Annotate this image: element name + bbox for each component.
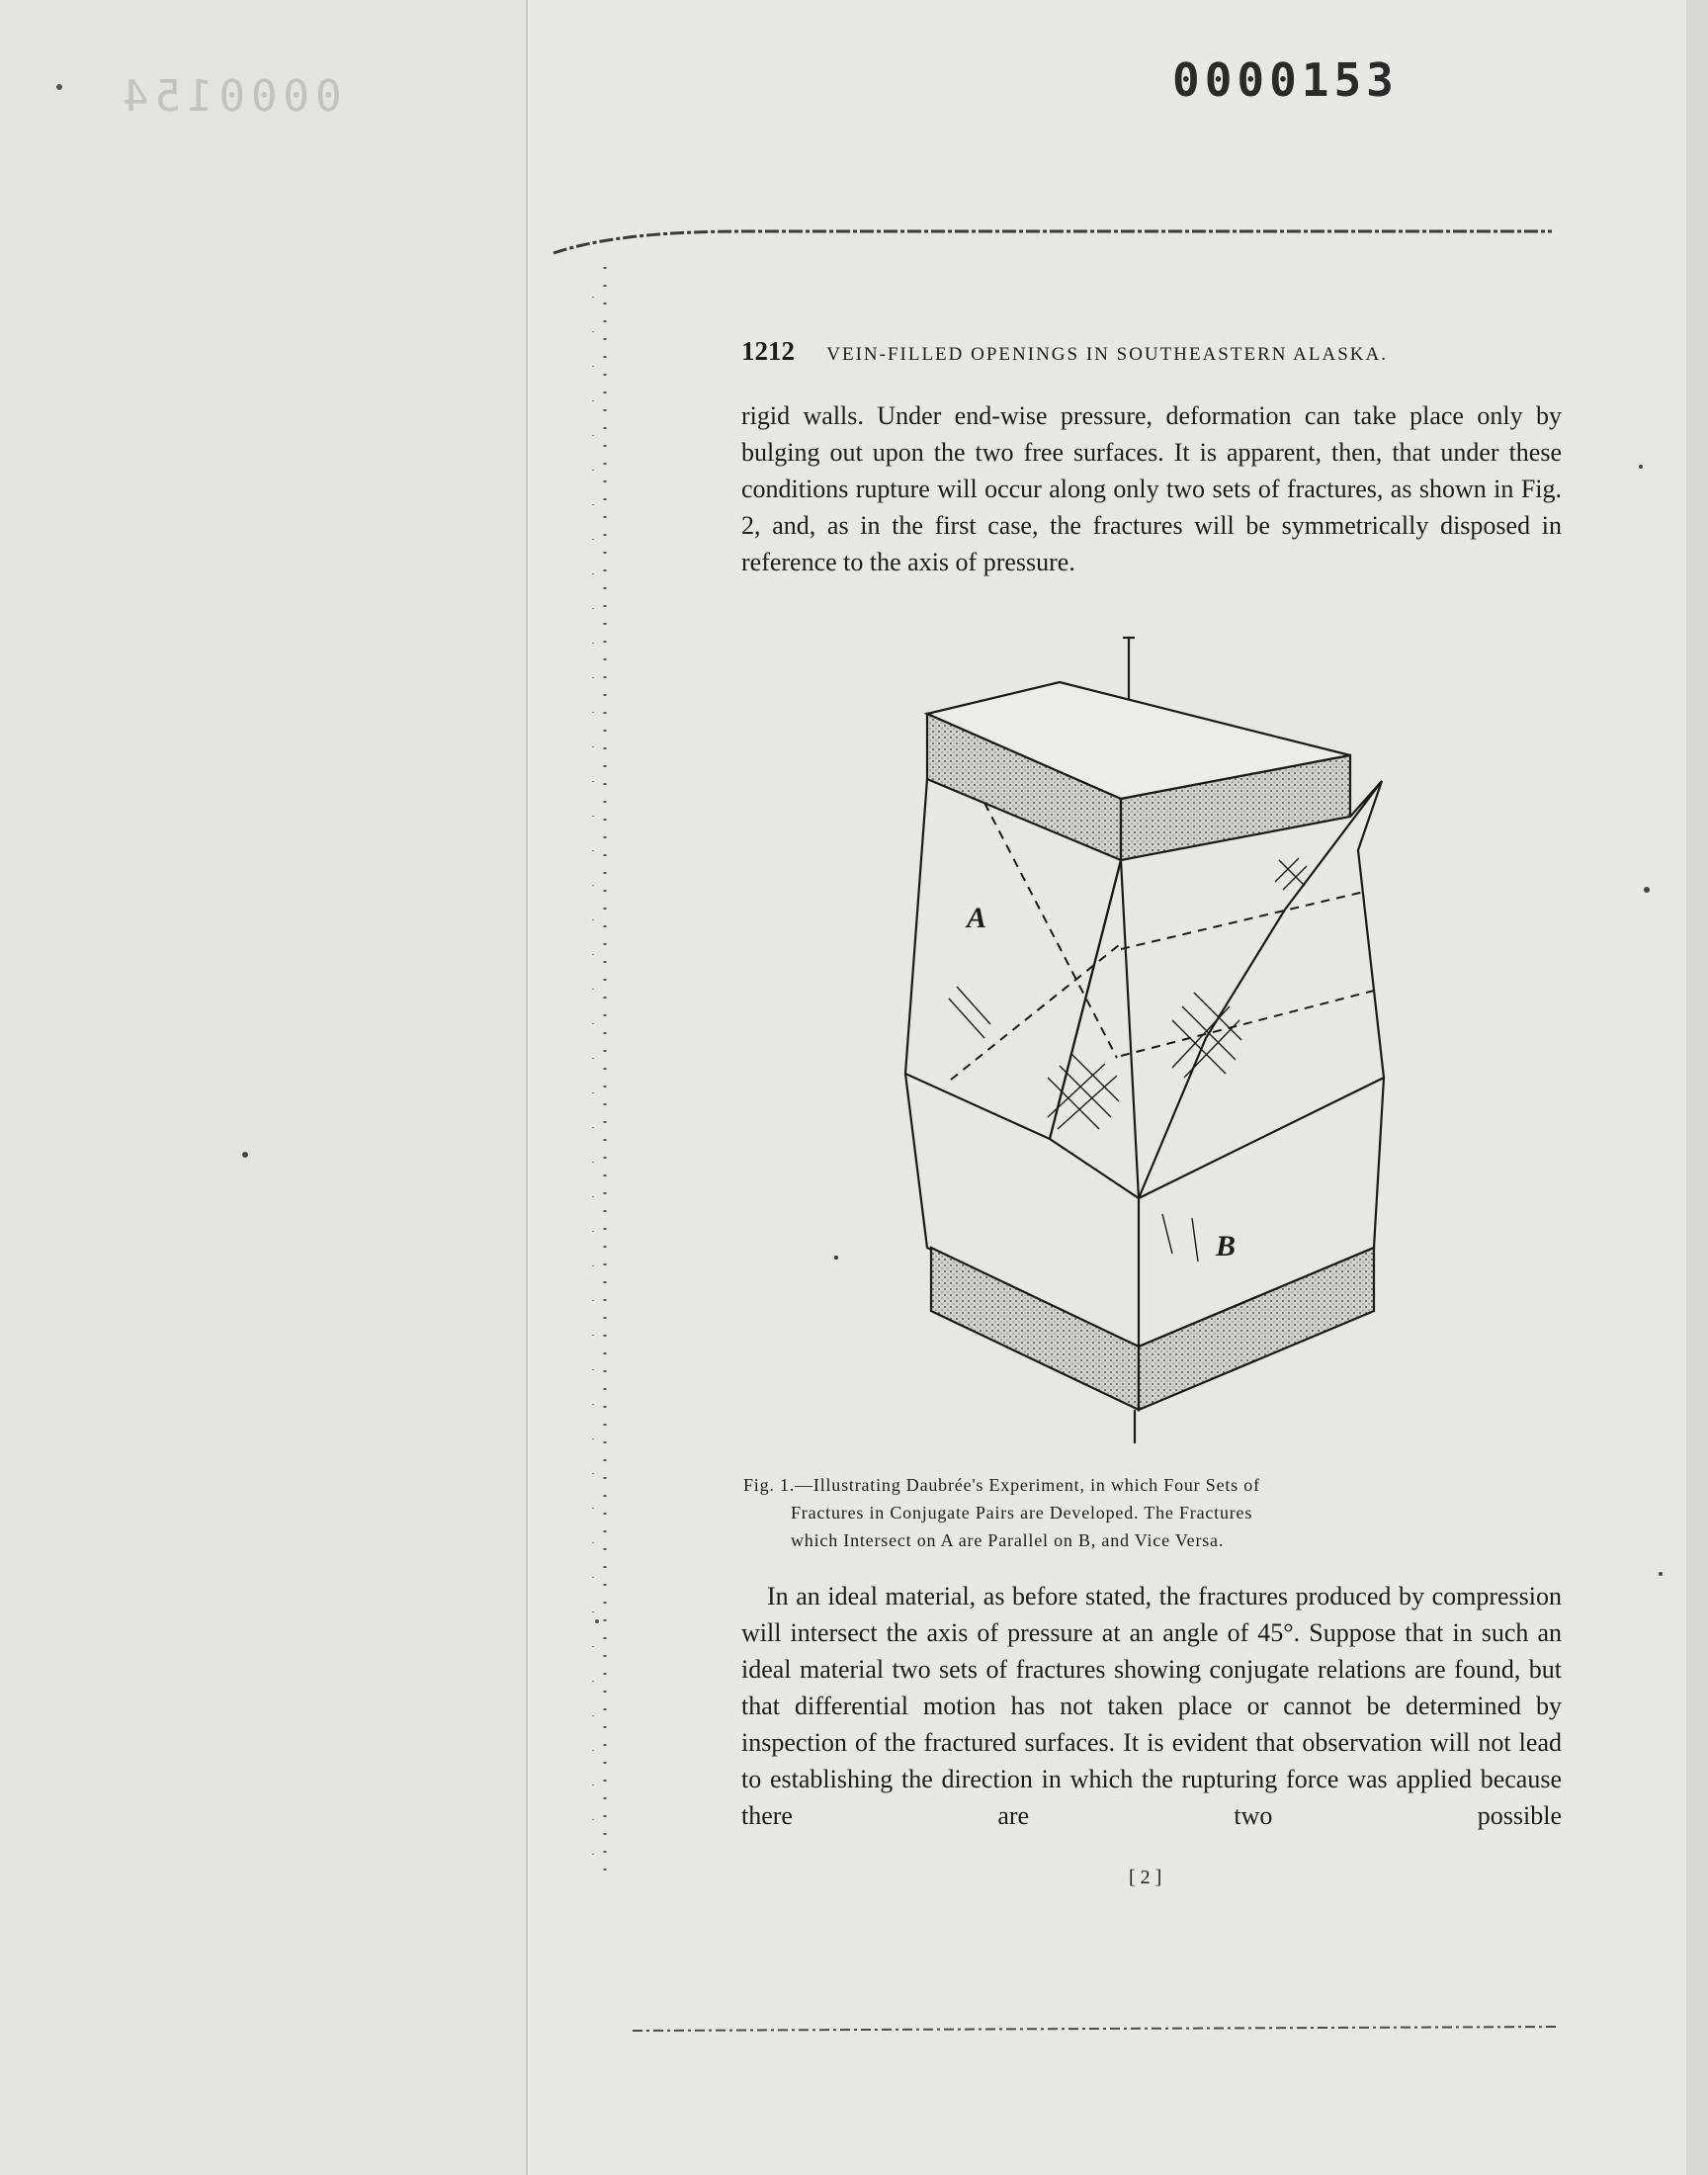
paragraph-bottom: In an ideal material, as before stated, the fractures produced by compression will intersect the axis of pressure at an angle of 45°. Suppose that in such an ideal material two sets of fractures showing conjugate relations are found, but that differential motion has not taken place or cannot be determined by inspection of the fractured surfaces. It is evident that observation will not lead to establishing the direction in which the rupturing force was applied because there are two possible — [741, 1582, 1562, 1830]
page-header — [741, 336, 1562, 376]
figure-label-b: B — [1216, 1230, 1237, 1262]
caption-line-1: Fig. 1.—Illustrating Daubrée's Experiment, in which Four Sets of — [743, 1475, 1260, 1495]
figure-caption — [743, 1471, 1564, 1554]
mirrored-ghost-number: 0000154 — [117, 71, 342, 122]
stamp-number: 0000153 — [1172, 53, 1399, 107]
figure-daubree-block — [890, 633, 1404, 1443]
running-head: VEIN-FILLED OPENINGS IN SOUTHEASTERN ALASKA. — [826, 344, 1388, 365]
figure-label-a: A — [967, 902, 987, 934]
caption-line-3: which Intersect on A are Parallel on B, and Vice Versa. — [791, 1530, 1225, 1550]
caption-line-2: Fractures in Conjugate Pairs are Developed. The Fractures — [791, 1503, 1253, 1522]
page-number: 1212 — [741, 336, 795, 366]
paragraph-top: rigid walls. Under end-wise pressure, deformation can take place only by bulging out upon the two free surfaces. It is apparent, then, that under these conditions rupture will occur along only two sets of fractures, as shown in Fig. 2, and, as in the first case, the fractures will be symmetrically disposed in reference to the axis of pressure. — [741, 401, 1562, 576]
folio: [ 2 ] — [1129, 1867, 1162, 1888]
figure-drawing — [890, 633, 1404, 1443]
